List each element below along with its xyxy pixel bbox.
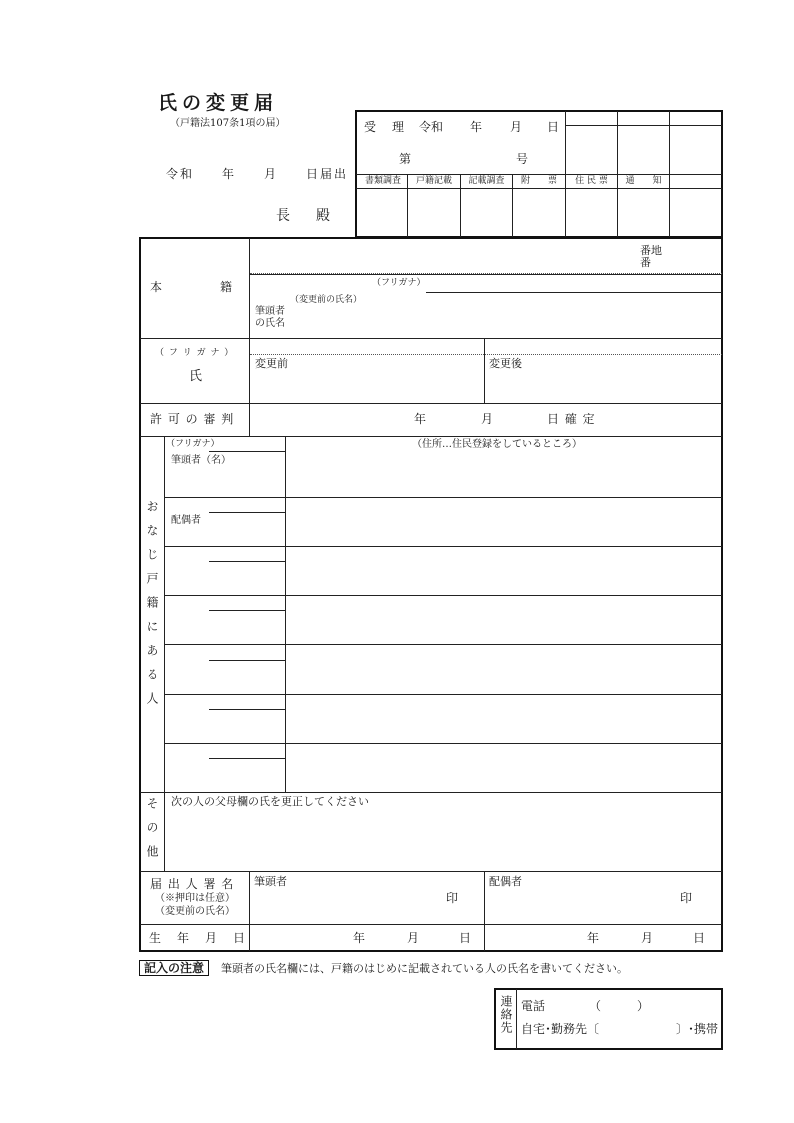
honseki-label: 本 籍	[150, 280, 235, 294]
check-koseki-entry: 戸籍記載	[415, 176, 452, 186]
member-hittosha-label: 筆頭者（名）	[171, 455, 231, 466]
uji-after-label: 変更後	[489, 357, 522, 370]
hittosha-label-2: の氏名	[255, 318, 285, 329]
permission-date-input[interactable]	[250, 404, 722, 436]
uji-before-input[interactable]	[250, 339, 483, 402]
spouse-signature-input[interactable]	[485, 888, 675, 922]
member-name-input[interactable]	[165, 661, 284, 693]
address-note: （住所…住民登録をしているところ）	[412, 439, 582, 450]
reception-era: 令和	[419, 120, 444, 134]
member-name-input[interactable]	[165, 513, 284, 545]
uji-after-input[interactable]	[485, 339, 721, 402]
member-address-input[interactable]	[286, 547, 721, 594]
reception-day: 日	[547, 120, 560, 134]
hittosha-birth-day: 日	[459, 931, 472, 945]
permission-label: 許 可 の 審 判	[150, 412, 235, 426]
form-subtitle: （戸籍法107条1項の届）	[170, 118, 286, 129]
check-notice: 通 知	[625, 176, 662, 186]
spouse-birth-year: 年	[587, 931, 600, 945]
check-fuhyo: 附 票	[520, 176, 557, 186]
seal-mark-spouse: 印	[680, 891, 693, 905]
signature-spouse-label: 配偶者	[489, 875, 522, 888]
hittosha-birth-year: 年	[353, 931, 366, 945]
reception-number-prefix: 第	[399, 152, 412, 166]
signature-hittosha-label: 筆頭者	[254, 875, 287, 888]
member-name-input[interactable]	[165, 710, 284, 742]
check-documents: 書類調査	[364, 176, 401, 186]
other-text: 次の人の父母欄の氏を更正してください	[171, 795, 369, 808]
check-juminhyo: 住 民 票	[575, 176, 608, 186]
member-address-input[interactable]	[286, 744, 721, 791]
hittosha-label-1: 筆頭者	[255, 306, 285, 317]
member-name-input[interactable]	[165, 562, 284, 594]
check-entry-review: 記載調査	[468, 176, 505, 186]
signature-note-prev-name: （変更前の氏名）	[155, 906, 235, 917]
other-input[interactable]	[165, 810, 721, 870]
reception-number-suffix: 号	[516, 152, 529, 166]
hittosha-signature-input[interactable]	[250, 888, 440, 922]
signature-note-seal: （※押印は任意）	[155, 893, 235, 904]
uji-furigana-label: （ フ リ ガ ナ ）	[155, 348, 235, 358]
ban-label: 番	[640, 256, 651, 269]
honseki-address-input[interactable]	[250, 239, 722, 273]
notice-label: 記入の注意	[139, 960, 209, 976]
contact-vertical-label: 連絡先	[499, 995, 513, 1034]
other-vertical-label: その他	[145, 797, 159, 869]
member-furigana-label: （フリガナ）	[166, 439, 220, 449]
member-name-input[interactable]	[165, 611, 284, 643]
hittosha-birthdate-input[interactable]	[250, 925, 483, 950]
spouse-birthdate-input[interactable]	[485, 925, 721, 950]
recipient-line[interactable]: 長 殿	[276, 208, 336, 224]
form-title: 氏の変更届	[158, 92, 279, 114]
member-name-input[interactable]	[165, 759, 284, 791]
contact-home-work-label: 自宅･勤務先〔	[521, 1022, 600, 1036]
signature-label: 届 出 人 署 名	[150, 877, 235, 891]
permission-year: 年	[414, 412, 427, 426]
permission-day-confirm: 日 確 定	[547, 412, 596, 426]
member-name-input[interactable]	[165, 462, 284, 496]
contact-mobile-label: 〕･携帯	[676, 1022, 719, 1036]
contact-phone-paren: （ ）	[589, 999, 650, 1013]
notice-text: 筆頭者の氏名欄には、戸籍のはじめに記載されている人の氏名を書いてください。	[221, 962, 628, 975]
permission-month: 月	[481, 412, 494, 426]
member-address-input[interactable]	[286, 596, 721, 643]
spouse-birth-day: 日	[693, 931, 706, 945]
filing-date-line[interactable]: 令和 年 月 日届出	[166, 167, 349, 181]
reception-month: 月	[510, 120, 523, 134]
honseki-furigana-label: （フリガナ）	[372, 278, 426, 288]
member-address-input[interactable]	[286, 498, 721, 545]
seal-mark-hittosha: 印	[446, 891, 459, 905]
reception-year: 年	[470, 120, 483, 134]
hittosha-name-input[interactable]	[300, 294, 720, 336]
member-address-input[interactable]	[286, 645, 721, 693]
spouse-birth-month: 月	[641, 931, 654, 945]
prev-name-note: （変更前の氏名）	[290, 295, 363, 305]
member-spouse-label: 配偶者	[171, 515, 201, 526]
uji-before-label: 変更前	[255, 357, 288, 370]
hittosha-birth-month: 月	[407, 931, 420, 945]
contact-phone-input[interactable]	[555, 995, 715, 1015]
banchi-label: 番地	[640, 244, 662, 257]
reception-label: 受 理	[364, 120, 407, 134]
member-address-input[interactable]	[286, 453, 721, 496]
uji-label: 氏	[189, 369, 203, 384]
member-address-input[interactable]	[286, 695, 721, 742]
reception-divider	[565, 111, 566, 174]
members-vertical-label: おなじ戸籍にある人	[145, 500, 159, 716]
contact-phone-label: 電話	[521, 999, 546, 1013]
birthdate-label: 生 年 月 日	[149, 931, 248, 945]
